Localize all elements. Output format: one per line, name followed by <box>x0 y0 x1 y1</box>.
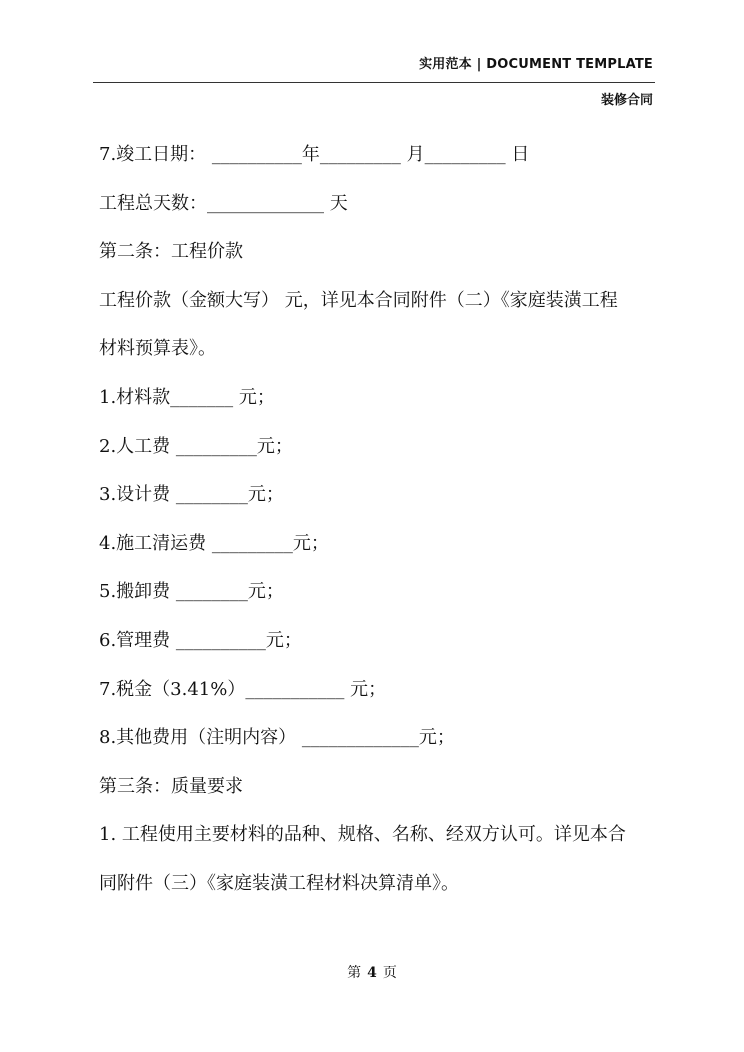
material-fee-line: 1.材料款_______ 元； <box>99 386 275 408</box>
quality-paragraph-line-2: 同附件（三）《家庭装潢工程材料决算清单》。 <box>99 872 459 894</box>
management-fee-line: 6.管理费 __________元； <box>99 629 302 651</box>
article-2-heading: 第二条：工程价款 <box>99 241 243 263</box>
cleanup-fee-line: 4.施工清运费 _________元； <box>99 532 329 554</box>
header-subtitle: 装修合同 <box>600 93 653 108</box>
tax-line: 7.税金（3.41%）___________ 元； <box>99 678 387 700</box>
quality-paragraph-line-1: 1. 工程使用主要材料的品种、规格、名称、经双方认可。详见本合 <box>99 824 626 846</box>
price-paragraph-line-2: 材料预算表》。 <box>99 338 216 360</box>
article-3-heading: 第三条：质量要求 <box>99 775 243 797</box>
labor-fee-line: 2.人工费 _________元； <box>99 435 293 457</box>
document-body <box>99 131 655 909</box>
design-fee-line: 3.设计费 ________元； <box>99 484 284 506</box>
price-paragraph-line-1: 工程价款（金额大写） 元，详见本合同附件（二）《家庭装潢工程 <box>99 289 618 311</box>
other-fees-line: 8.其他费用（注明内容） _____________元； <box>99 727 455 749</box>
header-title: 实用范本 | DOCUMENT TEMPLATE <box>419 57 653 72</box>
page-number: 4 <box>367 965 377 981</box>
header-divider <box>93 82 655 83</box>
total-days-line: 工程总天数：_____________ 天 <box>99 192 348 214</box>
page-footer <box>0 962 744 982</box>
page-suffix: 页 <box>382 965 397 981</box>
completion-date-line: 7.竣工日期： __________年_________ 月_________ 日 <box>99 144 530 165</box>
page-prefix: 第 <box>347 965 362 981</box>
handling-fee-line: 5.搬卸费 ________元； <box>99 581 284 603</box>
